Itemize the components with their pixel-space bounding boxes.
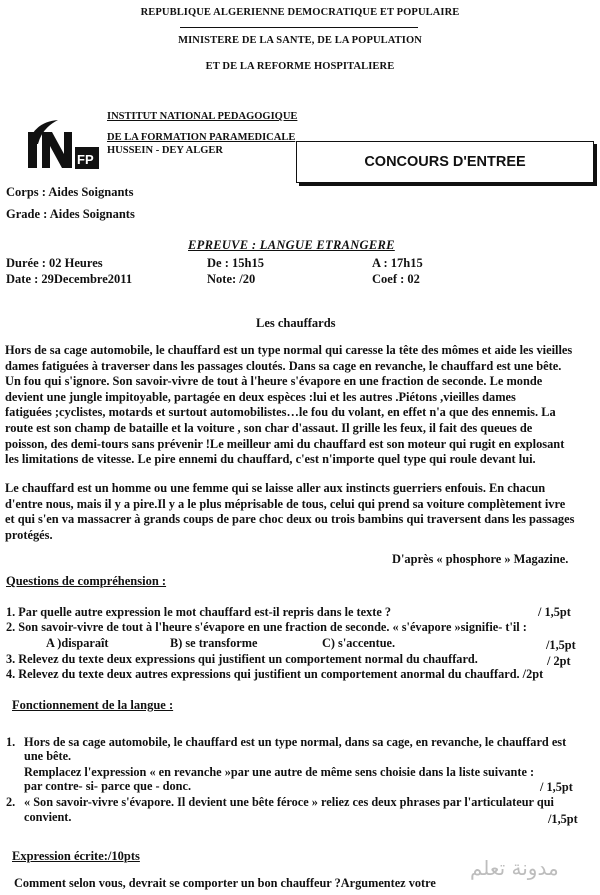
republic-heading: REPUBLIQUE ALGERIENNE DEMOCRATIQUE ET POPULAIRE [140, 7, 460, 18]
paragraph-line: Un fou qui s'ignore. Son savoir-vivre de tout à l'heure s'évapore en une fraction de seconde. Le monde [5, 374, 543, 389]
duree-label: Durée : 02 Heures [6, 256, 103, 270]
paragraph-line: Le chauffard est un homme ou une femme qui se laisse aller aux instincts guerriers enfouis. En chacun [5, 481, 546, 495]
comprehension-q2-points: /1,5pt [546, 638, 576, 652]
option-a: A )disparaît [46, 636, 109, 650]
langue-q1-points: / 1,5pt [540, 780, 573, 794]
note-label: Note: /20 [207, 272, 256, 286]
option-c: C) s'accentue. [322, 636, 396, 650]
langue-q2-points: /1,5pt [548, 812, 578, 826]
paragraph-line: fatiguées ;cyclistes, motards et surtout automobilistes…le fou du volant, en effet n'a que des ennemis. La [5, 405, 556, 420]
text-title: Les chauffards [256, 316, 336, 330]
paragraph-line: protégés. [5, 527, 53, 542]
reform-heading: ET DE LA REFORME HOSPITALIERE [205, 61, 395, 72]
comprehension-q3: 3. Relevez du texte deux expressions qui justifient un comportement normal du chauffard. [6, 652, 478, 666]
langue-q2-number: 2. [6, 795, 16, 809]
institute-block [107, 110, 297, 158]
langue-q2-line-2: convient. [24, 810, 72, 824]
paragraph-line: les limitations de vitesse. Le pire ennemi du chauffard, c'est n'importe quel type qui roule devant lui. [5, 452, 536, 467]
paragraph-line: dames fatiguées à traverser dans les passages cloutés. Dans sa cage en revanche, le chauffard est une bête. [5, 358, 562, 373]
corps-label: Corps : Aides Soignants [6, 185, 134, 199]
expression-heading: Expression écrite:/10pts [12, 849, 140, 863]
end-time: A : 17h15 [372, 256, 423, 270]
institute-line-3: HUSSEIN - DEY ALGER [107, 145, 224, 156]
comprehension-heading: Questions de compréhension : [6, 574, 167, 588]
paragraph-line: Hors de sa cage automobile, le chauffard est un type normal qui caresse la tête des mômes et aide les vieilles [5, 343, 573, 357]
langue-q1-number: 1. [6, 735, 16, 749]
langue-q1-line-3: Remplacez l'expression « en revanche »par une autre de même sens choisie dans la liste suivante : [24, 765, 535, 779]
comprehension-q4: 4. Relevez du texte deux autres expressions qui justifient un comportement anormal du chauffard. /2pt [6, 667, 544, 681]
institute-line-1: INSTITUT NATIONAL PEDAGOGIQUE [107, 111, 298, 122]
start-time: De : 15h15 [207, 256, 264, 270]
langue-q1-line-4: par contre- si- parce que - donc. [24, 779, 192, 793]
date-label: Date : 29Decembre2011 [6, 272, 133, 286]
expression-prompt: Comment selon vous, devrait se comporter un bon chauffeur ?Argumentez votre [14, 876, 436, 890]
infp-logo [24, 114, 100, 170]
langue-q2-line-1: « Son savoir-vivre s'évapore. Il devient une bête féroce » reliez ces deux phrases par l'articulateur qui [24, 795, 554, 809]
paragraph-line: poisson, des demi-tours sans prévenir !Le meilleur ami du chauffard est son moteur qui rugit en explosant [5, 436, 565, 451]
option-b: B) se transforme [170, 636, 258, 650]
institute-line-2: DE LA FORMATION PARAMEDICALE [107, 131, 296, 143]
paragraph-line: d'entre nous, mais il y a pire.Il y a le plus méprisable de tous, celui qui prend sa voiture complètement ivre [5, 496, 566, 511]
paragraph-1 [5, 343, 597, 468]
langue-q1-line-2: une bête. [24, 749, 72, 763]
paragraph-line: route est son champ de bataille et la voiture , son char d'assaut. Il grille les feux, il fait des queues de [5, 420, 533, 435]
svg-text:FP: FP [77, 152, 94, 167]
paragraph-line: devient une jungle impitoyable, partagée en deux espèces :lui et les autres .Piétons ,vieilles dames [5, 389, 516, 404]
header-rule [180, 27, 418, 28]
comprehension-q2: 2. Son savoir-vivre de tout à l'heure s'évapore en une fraction de seconde. « s'évapore »signifie- t'il : [6, 620, 527, 634]
comprehension-q1: 1. Par quelle autre expression le mot chauffard est-il repris dans le texte ? [6, 605, 392, 619]
comprehension-q3-points: / 2pt [547, 654, 571, 668]
concours-title: CONCOURS D'ENTREE [364, 154, 526, 170]
langue-heading: Fonctionnement de la langue : [12, 698, 174, 712]
coef-label: Coef : 02 [372, 272, 420, 286]
source-credit: D'après « phosphore » Magazine. [392, 552, 569, 566]
paragraph-2 [5, 481, 597, 543]
comprehension-q1-points: / 1,5pt [538, 605, 571, 619]
ministry-heading: MINISTERE DE LA SANTE, DE LA POPULATION [178, 35, 422, 46]
grade-label: Grade : Aides Soignants [6, 207, 135, 221]
epreuve-title: EPREUVE : LANGUE ETRANGERE [188, 238, 395, 252]
blog-watermark: مدونة تعلم [470, 856, 559, 880]
langue-q1-line-1: Hors de sa cage automobile, le chauffard est un type normal, dans sa cage, en revanche, le chauffard est [24, 735, 567, 749]
concours-box [296, 141, 594, 183]
paragraph-line: et qui s'en va massacrer à grands coups de pare choc deux ou trois bambins qui traversent dans les passages [5, 512, 575, 527]
